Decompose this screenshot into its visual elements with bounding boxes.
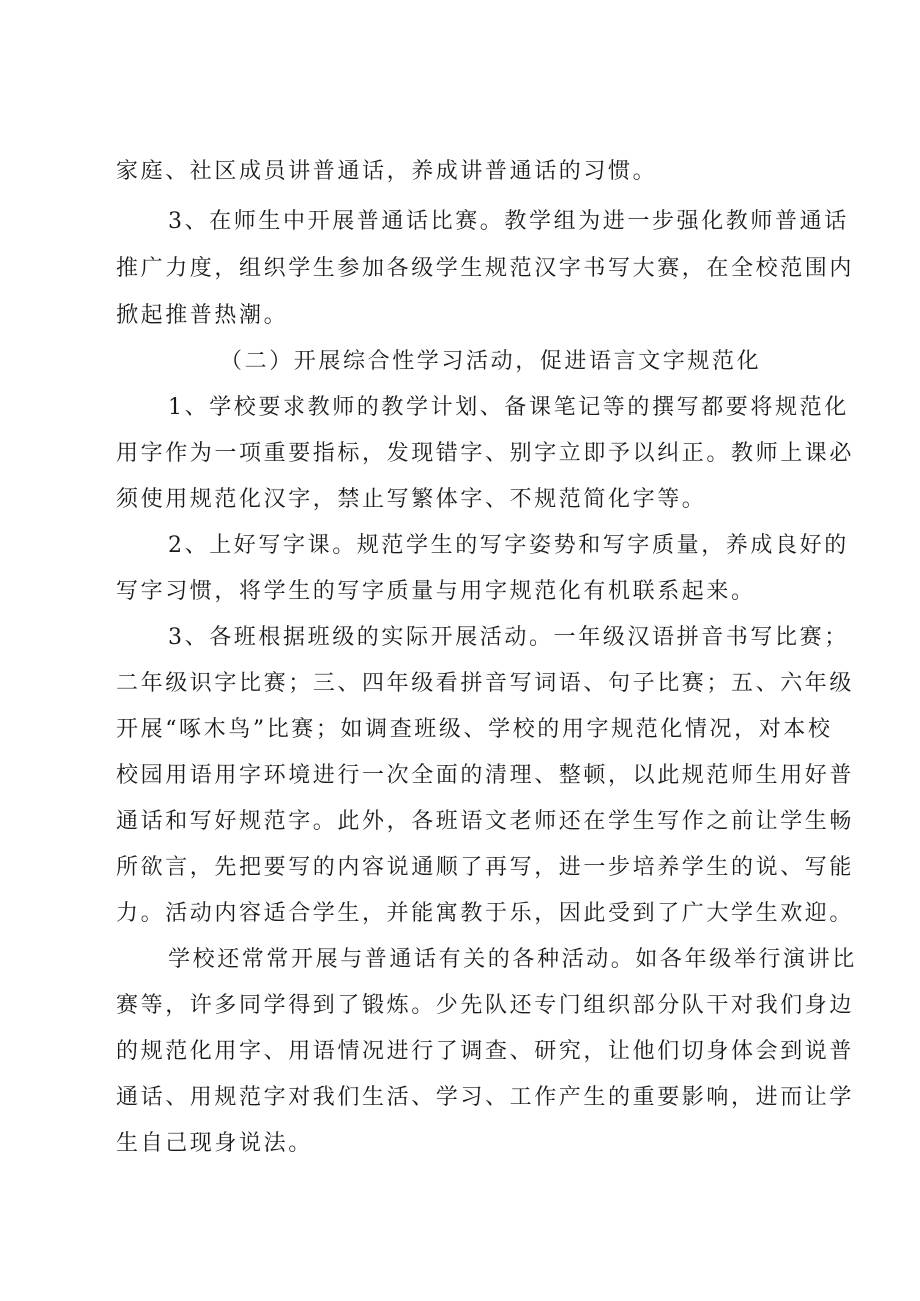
paragraph-first-line: 3、各班根据班级的实际开展活动。一年级汉语拼音书写比赛；: [168, 625, 849, 650]
text-line: 掀起推普热潮。: [116, 303, 289, 328]
text-line: 所欲言，先把要写的内容说通顺了再写，进一步培养学生的说、写能: [116, 855, 855, 880]
text-line: 的规范化用字、用语情况进行了调查、研究，让他们切身体会到说普: [116, 1039, 855, 1064]
text-line: 推广力度，组织学生参加各级学生规范汉字书写大赛，在全校范围内: [116, 256, 855, 281]
text-line: 校园用语用字环境进行一次全面的清理、整顿，以此规范师生用好普: [116, 763, 855, 788]
section-heading: （二）开展综合性学习活动，促进语言文字规范化: [220, 349, 762, 374]
text-line: 通话、用规范字对我们生活、学习、工作产生的重要影响，进而让学: [116, 1085, 855, 1110]
text-line: 赛等，许多同学得到了锻炼。少先队还专门组织部分队干对我们身边: [116, 993, 855, 1018]
text-line: 生自己现身说法。: [116, 1131, 313, 1156]
text-line: 家庭、社区成员讲普通话，养成讲普通话的习惯。: [116, 159, 658, 184]
text-line: 通话和写好规范字。此外，各班语文老师还在学生写作之前让学生畅: [116, 809, 855, 834]
paragraph-first-line: 学校还常常开展与普通话有关的各种活动。如各年级举行演讲比: [168, 947, 857, 972]
text-line: 开展“啄木鸟”比赛；如调查班级、学校的用字规范化情况，对本校: [116, 717, 833, 742]
text-line: 写字习惯，将学生的写字质量与用字规范化有机联系起来。: [116, 579, 756, 604]
text-line: 用字作为一项重要指标，发现错字、别字立即予以纠正。教师上课必: [116, 441, 855, 466]
text-line: 须使用规范化汉字，禁止写繁体字、不规范简化字等。: [116, 487, 707, 512]
text-line: 二年级识字比赛；三、四年级看拼音写词语、句子比赛；五、六年级: [116, 671, 855, 696]
paragraph-first-line: 1、学校要求教师的教学计划、备课笔记等的撰写都要将规范化: [168, 395, 849, 420]
text-line: 力。活动内容适合学生，并能寓教于乐，因此受到了广大学生欢迎。: [116, 901, 855, 926]
paragraph-first-line: 3、在师生中开展普通话比赛。教学组为进一步强化教师普通话: [168, 209, 849, 234]
paragraph-first-line: 2、上好写字课。规范学生的写字姿势和写字质量，养成良好的: [168, 533, 849, 558]
